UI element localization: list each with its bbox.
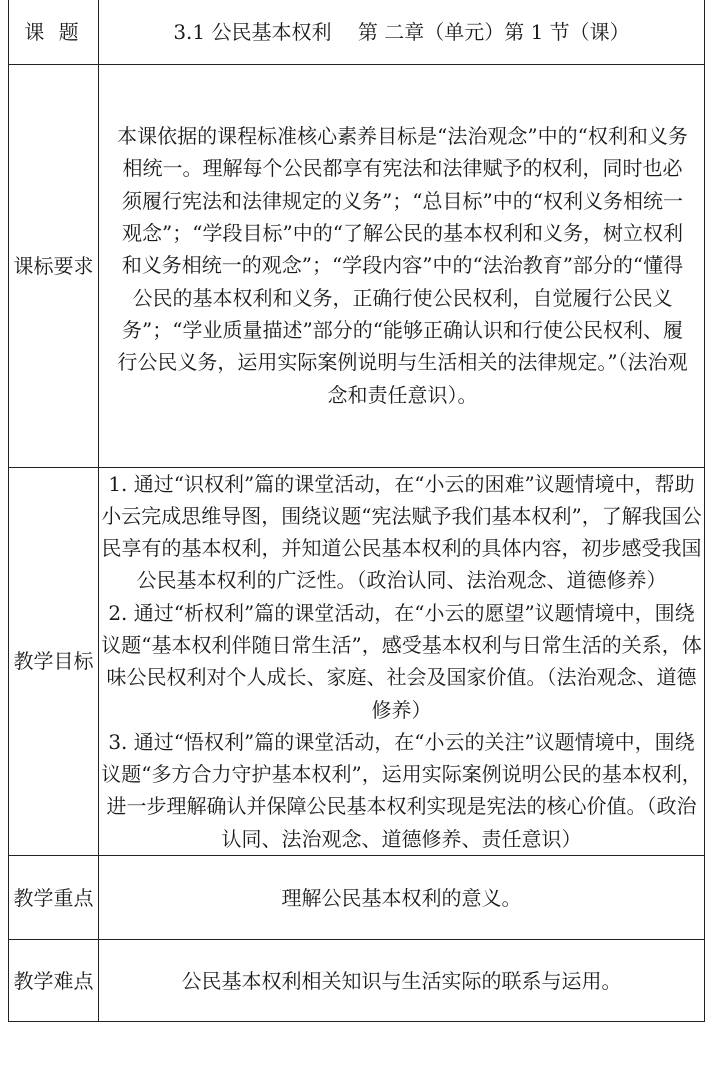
- difficulty-value: 公民基本权利相关知识与生活实际的联系与运用。: [99, 940, 705, 1022]
- key-point-value: 理解公民基本权利的意义。: [99, 856, 705, 940]
- difficulty-label: 教学难点: [9, 940, 99, 1022]
- standards-text: 本课依据的课程标准核心素养目标是“法治观念”中的“权利和义务相统一。理解每个公民都享有宪法和法律赋予的权利，同时也必须履行宪法和法律规定的义务”；“总目标”中的“权利义务相统一观念”；“学段目标”中的“了解公民的基本权利和义务，树立权利和义务相统一的观念”；“学段内容”中的“法治教育”部分的“懂得公民的基本权利和义务，正确行使公民权利，自觉履行公民义务”；“学业质量描述”部分的“能够正确认识和行使公民权利、履行公民义务，运用实际案例说明与生活相关的法律规定。”（法治观念和责任意识）。: [117, 124, 688, 407]
- objectives-row: [9, 467, 705, 856]
- lesson-plan-table: [8, 0, 705, 1022]
- standards-cell: [99, 64, 705, 467]
- topic-row: [9, 0, 705, 64]
- key-point-label: 教学重点: [9, 856, 99, 940]
- objective-item-3: 3. 通过“悟权利”篇的课堂活动，在“小云的关注”议题情境中，围绕议题“多方合力守护基本权利”，运用实际案例说明公民的基本权利，进一步理解确认并保障公民基本权利实现是宪法的核心价值。（政治认同、法治观念、道德修养、责任意识）: [101, 729, 702, 851]
- objective-item-1: 1. 通过“识权利”篇的课堂活动，在“小云的困难”议题情境中，帮助小云完成思维导图，围绕议题“宪法赋予我们基本权利”，了解我国公民享有的基本权利，并知道公民基本权利的具体内容，初步感受我国公民基本权利的广泛性。（政治认同、法治观念、道德修养）: [101, 471, 702, 593]
- objective-item-2: 2. 通过“析权利”篇的课堂活动，在“小云的愿望”议题情境中，围绕议题“基本权利伴随日常生活”，感受基本权利与日常生活的关系，体味公民权利对个人成长、家庭、社会及国家价值。（法治观念、道德修养）: [101, 600, 702, 722]
- topic-label: 课 题: [9, 0, 99, 64]
- standards-label: 课标要求: [9, 64, 99, 467]
- objectives-label: 教学目标: [9, 467, 99, 856]
- key-point-row: [9, 856, 705, 940]
- difficulty-row: [9, 940, 705, 1022]
- topic-value: 3.1 公民基本权利 第 二章（单元）第 1 节（课）: [99, 0, 705, 64]
- objectives-cell: [99, 467, 705, 856]
- standards-row: [9, 64, 705, 467]
